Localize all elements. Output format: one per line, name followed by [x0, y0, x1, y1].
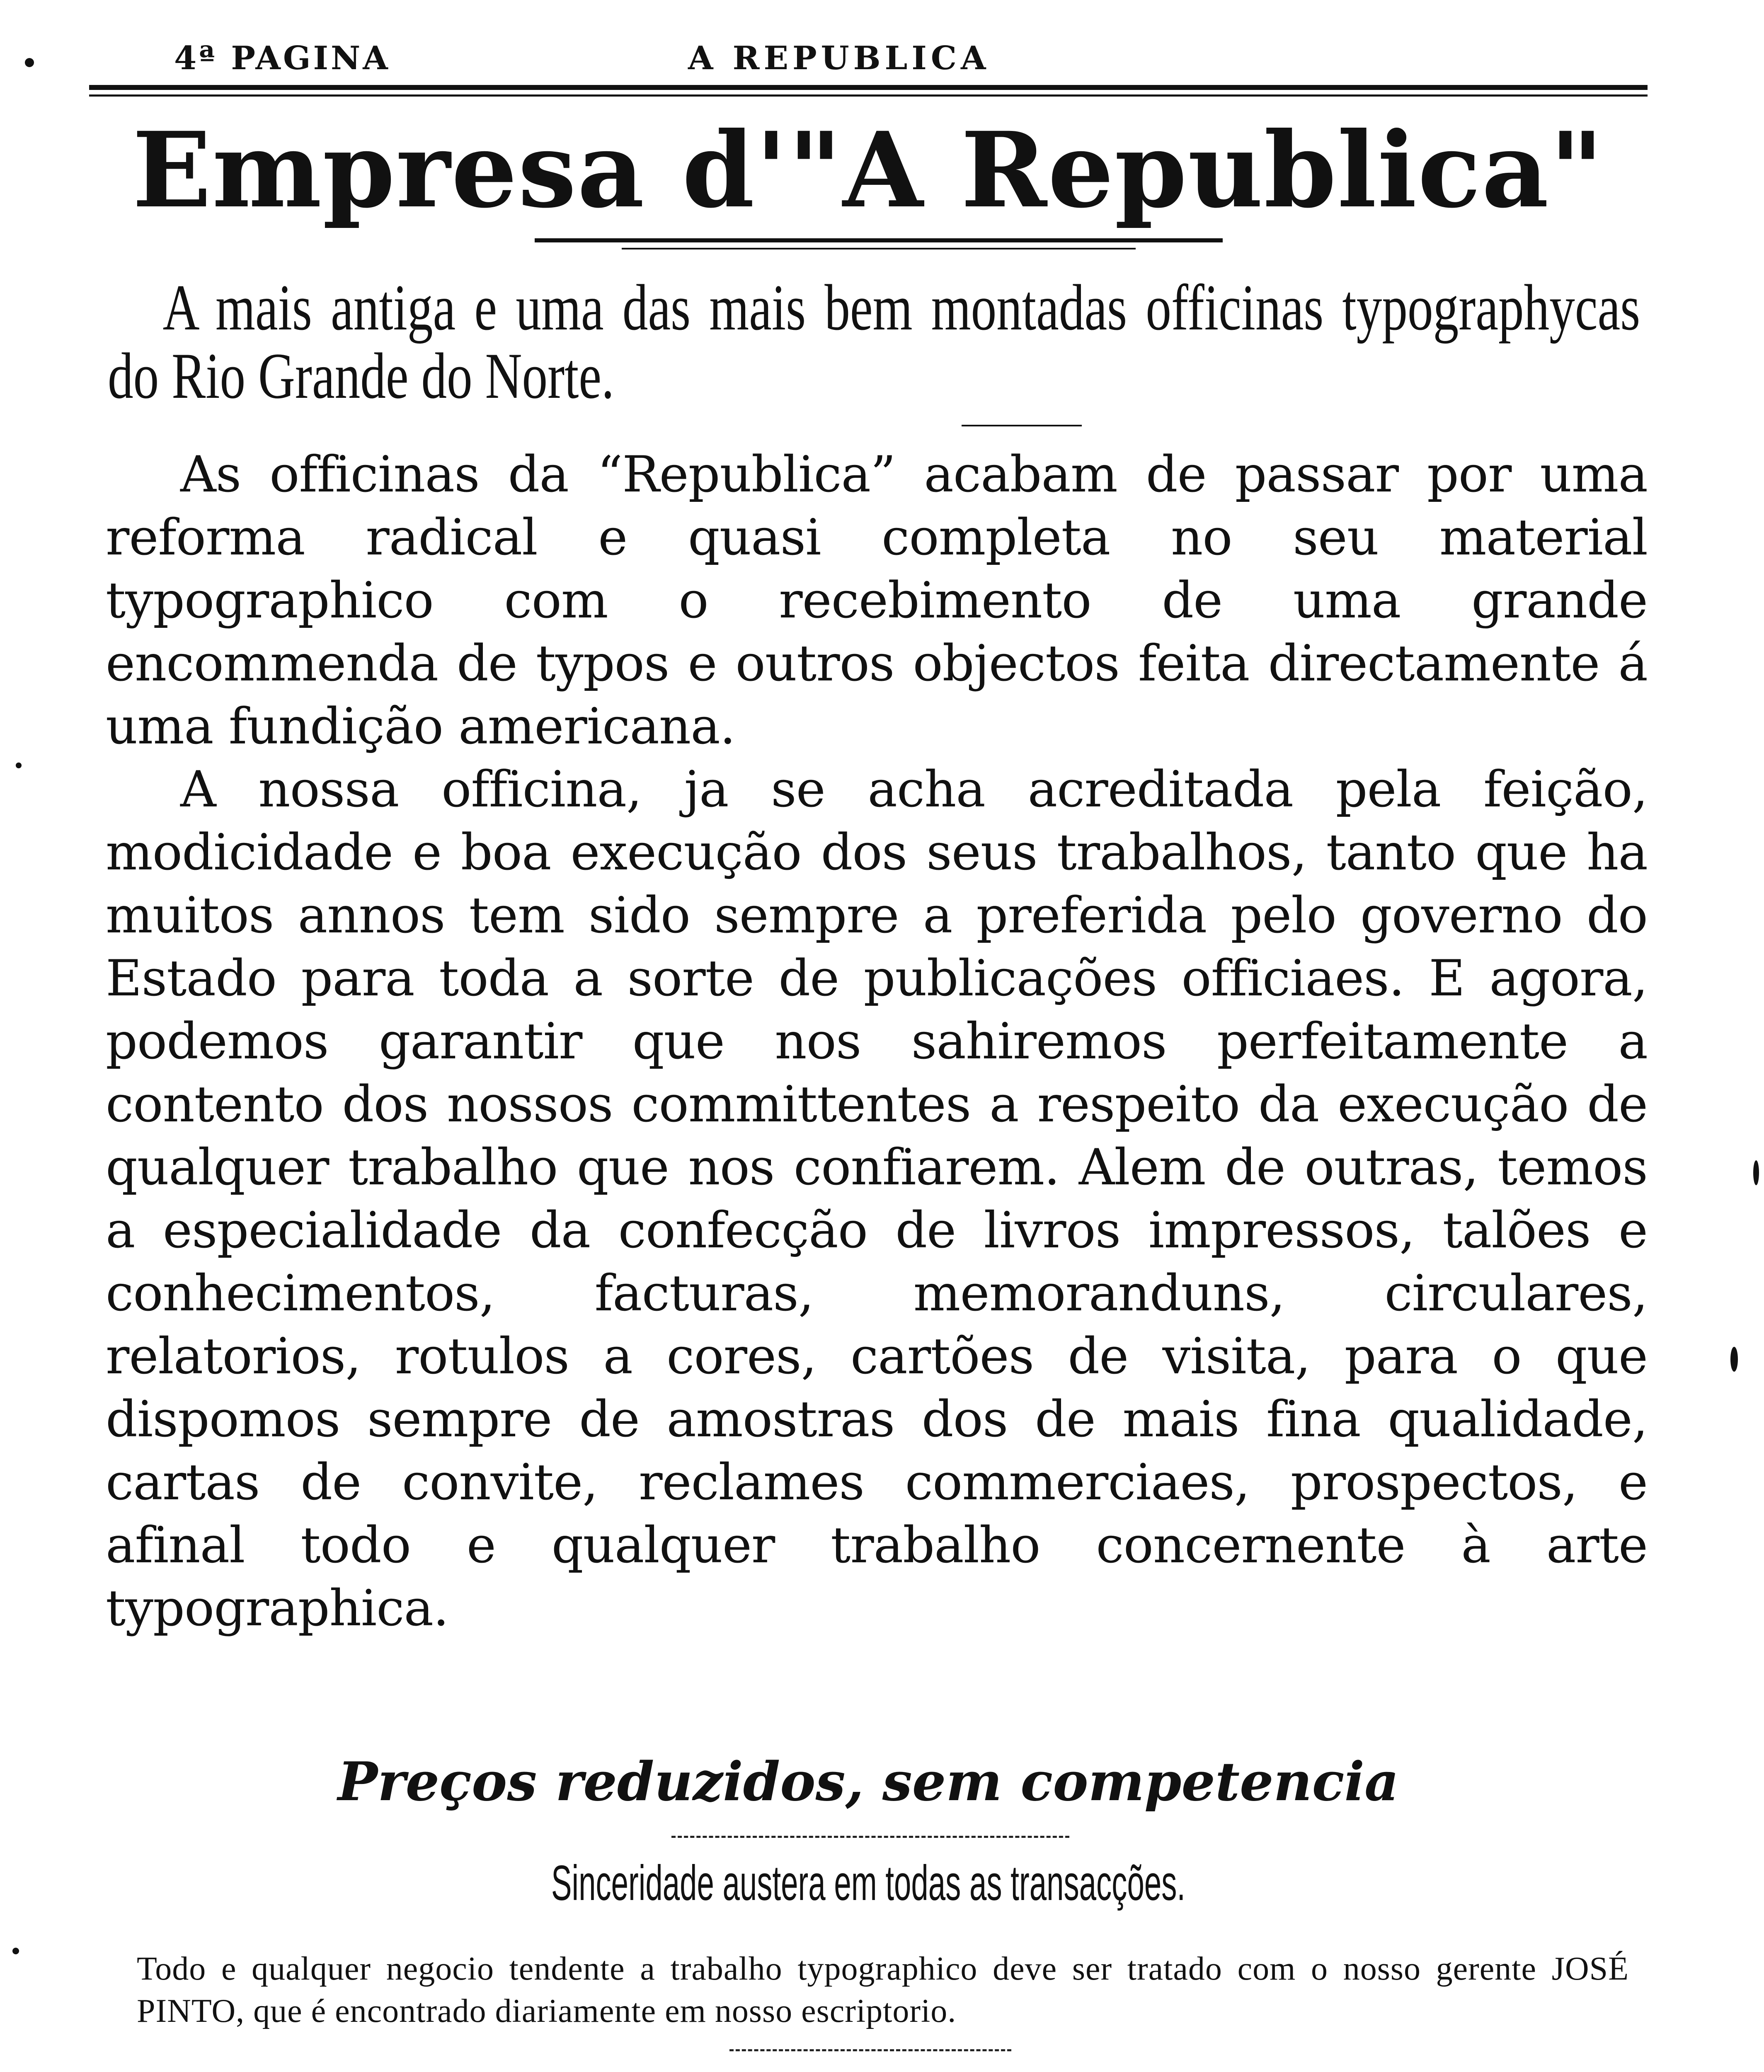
intro-rule: [962, 425, 1082, 426]
sincerity-line: Sinceridade austera em todas as transacções.: [551, 1855, 1186, 1911]
header-rule-thick: [89, 85, 1648, 90]
scan-speck: [1730, 1347, 1738, 1372]
page-title: Empresa d'"A Republica": [132, 109, 1604, 231]
intro-paragraph: A mais antiga e uma das mais bem montadas officinas typographycas do Rio Grande do Norte.: [108, 271, 1640, 412]
newspaper-name: A REPUBLICA: [688, 39, 990, 77]
business-note: Todo e qualquer negocio tendente a trabalho typographico deve ser tratado com o nosso gerente JOSÉ PINTO, que é encontrado diariamente em nosso escriptorio.: [137, 1951, 1629, 2029]
title-rule-thin: [622, 248, 1136, 249]
prices-heading: Preços reduzidos, sem competencia: [337, 1751, 1399, 1813]
ornament-rule-1: [729, 2049, 1011, 2051]
header-rule-thin: [89, 94, 1648, 97]
scan-speck: [12, 1948, 19, 1954]
paragraph-services: A nossa officina, ja se acha acreditada pela feição, modicidade e boa execução dos seus trabalhos, tanto que ha muitos annos tem sido sempre a preferida pelo governo do Estado para toda a sorte de publicações officiaes. E agora, podemos garantir que nos sahiremos perfeitamente a contento dos nossos committentes a respeito da execução de qualquer trabalho que nos confiarem. Alem de outras, temos a especialidade da confecção de livros impressos, talões e conhecimentos, facturas, memoranduns, circulares, relatorios, rotulos a cores, cartões de visita, para o que dispomos sempre de amostras dos de mais fina qualidade, cartas de convite, reclames commerciaes, prospectos, e afinal todo e qualquer trabalho concernente à arte typographica.: [106, 761, 1648, 1637]
scan-speck: [1753, 1160, 1759, 1185]
scan-speck: [16, 762, 22, 768]
prices-rule: [671, 1836, 1069, 1838]
paragraph-reform: As officinas da “Republica” acabam de passar por uma reforma radical e quasi completa no seu material typographico com o recebimento de uma grande encommenda de typos e outros objectos feita directamente á uma fundição americana.: [106, 446, 1648, 755]
scan-speck: [25, 58, 34, 67]
article-body: [106, 443, 1648, 1640]
title-rule: [535, 238, 1223, 242]
running-header: [174, 39, 1650, 77]
page-number: 4ª PAGINA: [174, 39, 390, 77]
